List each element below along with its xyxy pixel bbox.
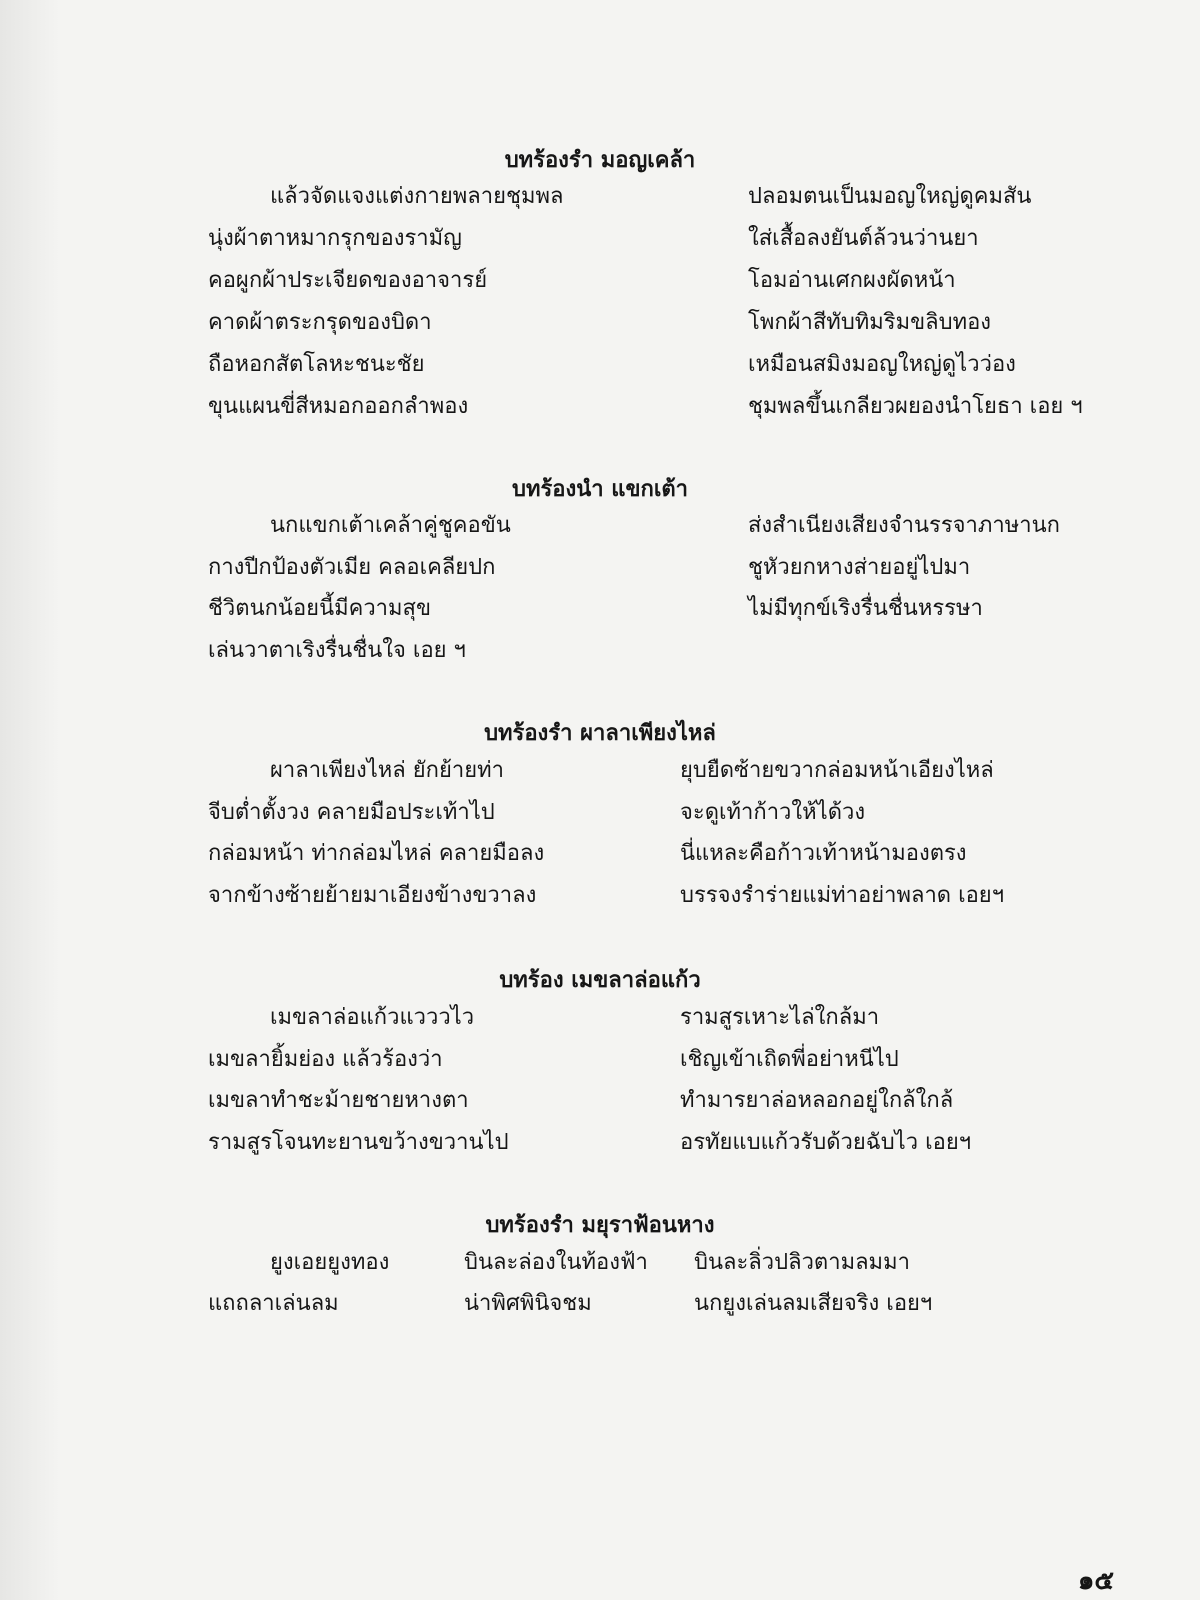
verse-segment: ใส่เสื้อลงยันต์ล้วนว่านยา xyxy=(748,226,979,251)
verse-segment: ชีวิตนกน้อยนี้มีความสุข xyxy=(208,596,432,621)
verse-segment: เมขลาทำชะม้ายชายหางตา xyxy=(208,1088,469,1113)
verse-segment: อรทัยแบแก้วรับด้วยฉับไว เอยฯ xyxy=(680,1129,972,1155)
verse-segment: ขุนแผนขี่สีหมอกออกลำพอง xyxy=(208,394,469,419)
verse-segment: จีบต่ำตั้งวง คลายมือประเท้าไป xyxy=(208,799,495,825)
verse-segment: เมขลายิ้มย่อง แล้วร้องว่า xyxy=(208,1046,443,1072)
verse-segment: คอผูกผ้าประเจียดของอาจารย์ xyxy=(208,268,488,293)
verse-line xyxy=(0,218,1200,260)
verse-line xyxy=(0,1080,1200,1122)
verse-line xyxy=(0,630,1200,672)
verse-segment: บินละล่องในท้องฟ้า xyxy=(464,1250,648,1275)
verse-segment: ถือหอกสัตโลหะชนะชัย xyxy=(208,352,425,377)
section-title: บทร้องรำ มยุราฟ้อนหาง xyxy=(485,1212,715,1238)
verse-segment: แถถลาเล่นลม xyxy=(208,1291,339,1316)
verse-segment: รามสูรเหาะไล่ใกล้มา xyxy=(680,1005,880,1030)
verse-line xyxy=(0,386,1200,428)
verse-segment: โอมอ่านเศกผงผัดหน้า xyxy=(748,268,956,293)
verse-segment: เล่นวาตาเริงรื่นชื่นใจ เอย ฯ xyxy=(208,637,466,663)
verse-segment: ไม่มีทุกข์เริงรื่นชื่นหรรษา xyxy=(748,596,983,621)
verse-line xyxy=(0,833,1200,875)
verse-line xyxy=(0,1283,1200,1325)
verse-line xyxy=(0,588,1200,630)
verse-segment: กางปีกป้องตัวเมีย คลอเคลียปก xyxy=(208,554,496,580)
verse-line xyxy=(0,505,1200,547)
verse-segment: เหมือนสมิงมอญใหญ่ดูไวว่อง xyxy=(748,352,1016,377)
verse-line xyxy=(0,1242,1200,1284)
verse-segment: รามสูรโจนทะยานขว้างขวานไป xyxy=(208,1129,509,1155)
section-title: บทร้องนำ แขกเต้า xyxy=(512,476,688,502)
verse-segment: ชูหัวยกหางส่ายอยู่ไปมา xyxy=(748,554,971,580)
verse-line xyxy=(0,176,1200,218)
verse-segment: ส่งสำเนียงเสียงจำนรรจาภาษานก xyxy=(748,513,1060,538)
verse-segment: ปลอมตนเป็นมอญใหญ่ดูคมสัน xyxy=(748,184,1032,209)
section-title: บทร้องรำ มอญเคล้า xyxy=(504,147,696,173)
verse-line xyxy=(0,1122,1200,1164)
verse-segment: ผาลาเพียงไหล่ ยักย้ายท่า xyxy=(270,758,504,783)
verse-segment: เชิญเข้าเถิดพี่อย่าหนีไป xyxy=(680,1046,899,1072)
verse-segment: ยูงเอยยูงทอง xyxy=(270,1250,390,1275)
verse-segment: นี่แหละคือก้าวเท้าหน้ามองตรง xyxy=(680,841,967,866)
verse-line xyxy=(0,875,1200,917)
verse-segment: ชุมพลขึ้นเกลียวผยองนำโยธา เอย ฯ xyxy=(748,394,1083,419)
section-title: บทร้อง เมขลาล่อแก้ว xyxy=(499,967,701,993)
page-number: ๑๕ xyxy=(1077,1566,1114,1596)
verse-line xyxy=(0,750,1200,792)
verse-segment: บินละลิ่วปลิวตามลมมา xyxy=(694,1250,910,1275)
verse-segment: คาดผ้าตระกรุดของบิดา xyxy=(208,310,432,335)
verse-segment: ยุบยืดซ้ายขวากล่อมหน้าเอียงไหล่ xyxy=(680,758,994,783)
verse-segment: โพกผ้าสีทับทิมริมขลิบทอง xyxy=(748,310,992,335)
verse-line xyxy=(0,547,1200,589)
verse-segment: นกยูงเล่นลมเสียจริง เอยฯ xyxy=(694,1291,933,1316)
verse-line xyxy=(0,792,1200,834)
verse-segment: จะดูเท้าก้าวให้ได้วง xyxy=(680,799,866,825)
verse-segment: น่าพิศพินิจชม xyxy=(464,1291,592,1316)
verse-segment: เมขลาล่อแก้วแวววไว xyxy=(270,1005,475,1030)
verse-line xyxy=(0,997,1200,1039)
section-title: บทร้องรำ ผาลาเพียงไหล่ xyxy=(484,720,716,746)
verse-line xyxy=(0,302,1200,344)
verse-line xyxy=(0,1039,1200,1081)
verse-segment: นกแขกเต้าเคล้าคู่ชูคอขัน xyxy=(270,513,511,538)
verse-line xyxy=(0,344,1200,386)
verse-segment: บรรจงรำร่ายแม่ท่าอย่าพลาด เอยฯ xyxy=(680,882,1005,908)
verse-line xyxy=(0,260,1200,302)
verse-segment: แล้วจัดแจงแต่งกายพลายชุมพล xyxy=(270,184,564,209)
verse-segment: ทำมารยาล่อหลอกอยู่ใกล้ใกล้ xyxy=(680,1088,954,1113)
verse-segment: กล่อมหน้า ท่ากล่อมไหล่ คลายมือลง xyxy=(208,841,545,866)
verse-segment: นุ่งผ้าตาหมากรุกของรามัญ xyxy=(208,226,462,251)
verse-segment: จากข้างซ้ายย้ายมาเอียงข้างขวาลง xyxy=(208,882,537,908)
